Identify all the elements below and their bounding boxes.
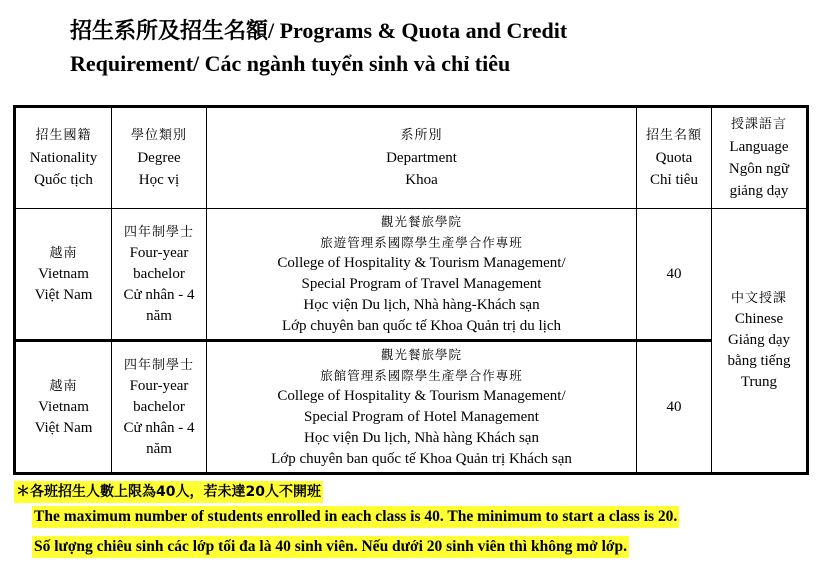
footnotes [14, 481, 814, 555]
header-language: 授課語言 Language Ngôn ngữ giảng dạy [712, 107, 808, 209]
header-quota: 招生名額 Quota Chỉ tiêu [637, 107, 712, 209]
note-chinese: ＊各班招生人數上限為40人，若未達20人不開班 [14, 481, 323, 503]
cell-department: 觀光餐旅學院 旅館管理系國際學生產學合作專班 College of Hospitality & Tourism Management/ Special Program of Hotel Management Học viện Du lịch, Nhà hàng Khách sạn Lớp chuyên ban quốc tế Khoa Quản trị Khách sạn [207, 341, 637, 474]
table-row [15, 209, 808, 341]
table-header-row [15, 107, 808, 209]
cell-degree: 四年制學士 Four-year bachelor Cử nhân - 4 năm [112, 209, 207, 341]
cell-quota: 40 [637, 341, 712, 474]
title-line-1: 招生系所及招生名額/ Programs & Quota and Credit [70, 18, 568, 43]
header-degree: 學位類別 Degree Học vị [112, 107, 207, 209]
programs-quota-table [13, 105, 809, 475]
cell-language: 中文授課 Chinese Giảng dạy bằng tiếng Trung [712, 209, 808, 474]
page-title [70, 14, 810, 80]
cell-degree: 四年制學士 Four-year bachelor Cử nhân - 4 năm [112, 341, 207, 474]
note-vietnamese: Số lượng chiêu sinh các lớp tối đa là 40 sinh viên. Nếu dưới 20 sinh viên thì không mở lớp. [32, 536, 629, 558]
note-english: The maximum number of students enrolled in each class is 40. The minimum to start a class is 20. [32, 506, 679, 528]
cell-nationality: 越南 Vietnam Việt Nam [15, 341, 112, 474]
table-row [15, 341, 808, 474]
header-department: 系所別 Department Khoa [207, 107, 637, 209]
cell-department: 觀光餐旅學院 旅遊管理系國際學生產學合作專班 College of Hospitality & Tourism Management/ Special Program of Travel Management Học viện Du lịch, Nhà hàng-Khách sạn Lớp chuyên ban quốc tế Khoa Quản trị du lịch [207, 209, 637, 341]
title-line-2: Requirement/ Các ngành tuyển sinh và chỉ tiêu [70, 51, 511, 76]
cell-nationality: 越南 Vietnam Việt Nam [15, 209, 112, 341]
header-nationality: 招生國籍 Nationality Quốc tịch [15, 107, 112, 209]
cell-quota: 40 [637, 209, 712, 341]
